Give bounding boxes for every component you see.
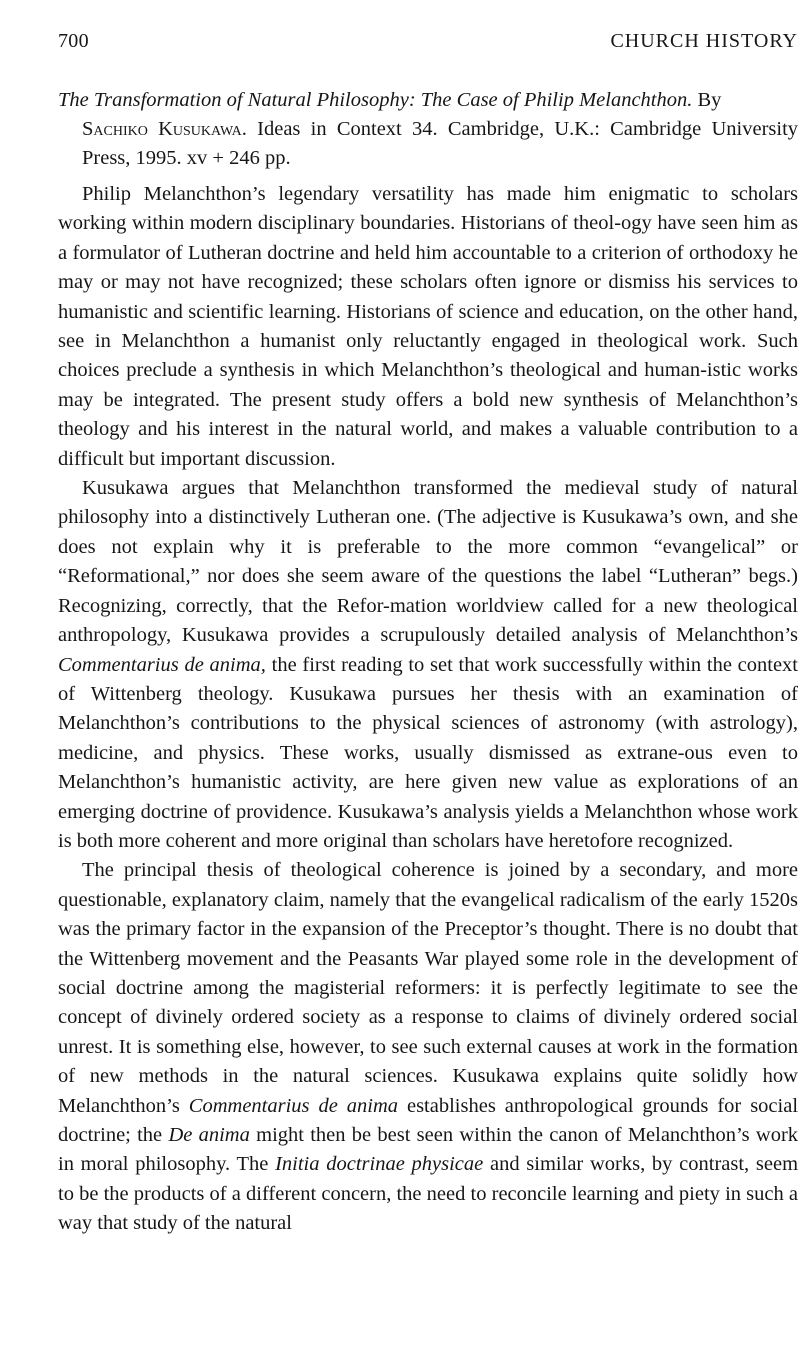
publication-info-2: University Press, 1995. xv + 246 pp. — [82, 118, 799, 169]
paragraph-3 — [58, 856, 798, 1238]
paragraph-3-text-b: establishes anthropological grounds for social doctrine; the — [58, 1094, 799, 1146]
review-body — [58, 180, 798, 1239]
paragraph-1: Philip Melanchthon’s legendary versatility has made him enigmatic to scholars working within modern disciplinary boundaries. Historians of theol-ogy have seen him as a formulator of Lutheran doctrine and held him accountable to a criterion of orthodoxy he may or may not have recognized; these scholars often ignore or dismiss his services to humanistic and scientific learning. Historians of science and education, on the other hand, see in Melanchthon a humanist only reluctantly engaged in theological work. Such choices preclude a synthesis in which Melanchthon’s theological and human-istic works may be integrated. The present study offers a bold new synthesis of Melanchthon’s theology and his interest in the natural world, and makes a valuable contribution to a difficult but important discussion. — [58, 183, 798, 470]
book-citation — [58, 86, 798, 173]
publication-info-1: Ideas in Context 34. Cambridge, U.K.: Cambridge — [257, 118, 702, 140]
paragraph-3-text-a: The principal thesis of theological coherence is joined by a secondary, and more questionable, explanatory claim, namely that the evangelical radicalism of the early 1520s was the primary factor in the expansion of the Preceptor’s thought. There is no doubt that the Wittenberg movement and the Peasants War played some role in the development of social doctrine among the magisterial reformers: it is perfectly legitimate to see the concept of divinely ordered society as a response to claims of divinely ordered social unrest. It is something else, however, to see such external causes at work in the formation of new methods in the natural sciences. Kusukawa explains quite solidly how Melanchthon’s — [58, 859, 798, 1117]
paragraph-2-text-a: Kusukawa argues that Melanchthon transformed the medieval study of natural philosophy into a distinctively Lutheran one. (The adjective is Kusukawa’s own, and she does not explain why it is preferable to the more common “evangelical” or “Reformational,” nor does she seem aware of the questions the label “Lutheran” begs.) Recognizing, correctly, that the Refor-mation worldview called for a new theological anthropology, Kusukawa provides a scrupulously detailed analysis of Melanchthon’s — [58, 477, 798, 647]
paragraph-3-italic-1: Commentarius de anima — [188, 1094, 399, 1117]
book-title: The Transformation of Natural Philosophy: The Case of Philip Melanchthon. — [58, 89, 693, 111]
paragraph-3-italic-3: Initia doctrinae physicae — [275, 1153, 484, 1176]
running-header — [58, 30, 798, 62]
paragraph-2-italic: Commentarius de anima, — [58, 653, 266, 676]
by-word: By — [697, 89, 722, 111]
paragraph-3-text-d: and similar works, by contrast, seem to be the products of a different concern, the need to reconcile learning and piety in such a way that study of the natural — [58, 1153, 799, 1235]
paragraph-2 — [58, 474, 798, 856]
book-author: Sachiko Kusukawa. — [82, 118, 247, 140]
paragraph-3-text-c: might then be best seen within the canon of Melanchthon’s work in moral philosophy. The — [58, 1124, 799, 1176]
paragraph-3-italic-2: De anima — [168, 1124, 250, 1146]
paragraph-2-text-b: the first reading to set that work successfully within the context of Wittenberg theology. Kusukawa pursues her thesis with an examination of Melanchthon’s contributions to the physical sciences of astronomy (with astrology), medicine, and physics. These works, usually dismissed as extrane-ous even to Melanchthon’s humanistic activity, are here given new value as explorations of an emerging doctrine of providence. Kusukawa’s analysis yields a Melanchthon whose work is both more coherent and more original than scholars have heretofore recognized. — [58, 653, 798, 852]
page — [58, 30, 798, 1239]
journal-title: CHURCH HISTORY — [610, 30, 798, 52]
page-number: 700 — [58, 30, 89, 52]
